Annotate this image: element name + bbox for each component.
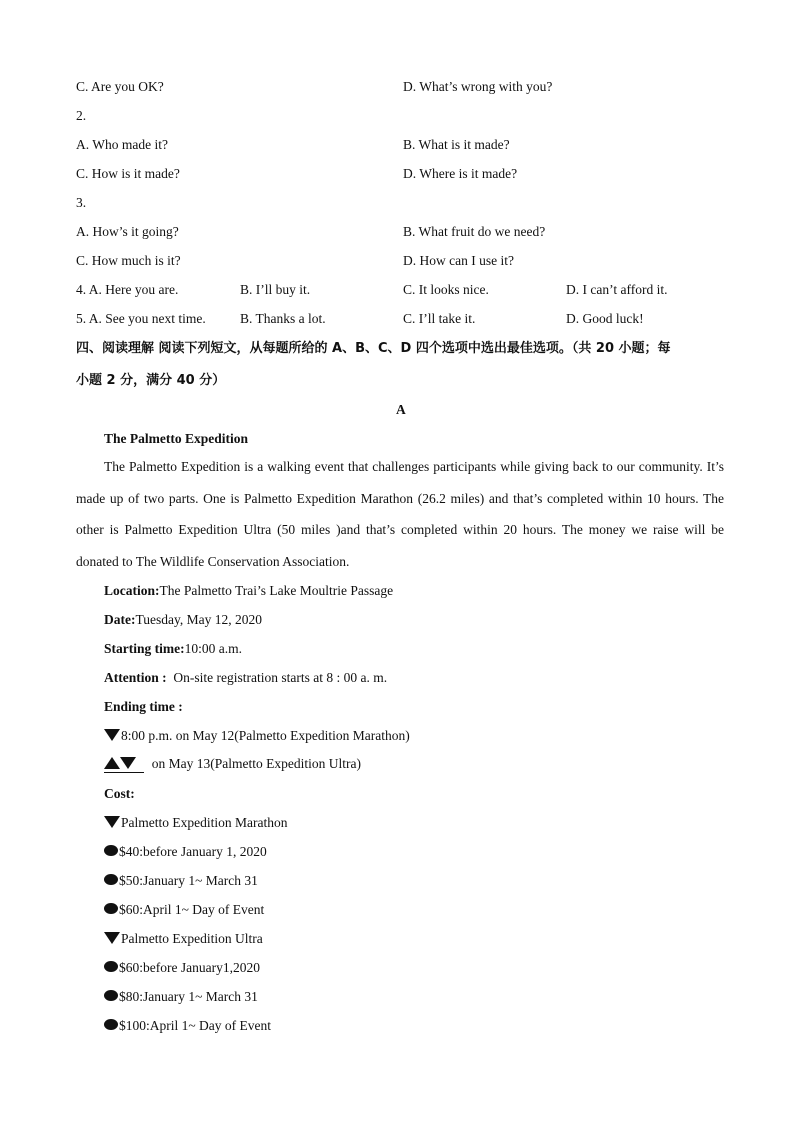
attention-label: Attention :	[104, 670, 167, 685]
starting-time-line	[104, 642, 242, 656]
cost-label: Cost:	[104, 786, 135, 801]
marathon-cost-title: Palmetto Expedition Marathon	[121, 815, 288, 830]
q1-option-d: D. What’s wrong with you?	[403, 79, 553, 94]
down-triangle-icon	[104, 729, 120, 741]
passage-body: The Palmetto Expedition is a walking event that challenges participants while giving back to our community. It’s made up of two parts. One is Palmetto Expedition Marathon (26.2 miles) and that’s completed within 10 hours. The other is Palmetto Expedition Ultra (50 miles )and that’s completed within 20 hours. The money we raise will be donated to The Wildlife Conservation Association.	[76, 459, 724, 569]
q1-option-c: C. Are you OK?	[76, 79, 164, 94]
passage-letter: A	[396, 402, 406, 417]
ultra-price-text: $80:January 1~ March 31	[119, 989, 258, 1004]
bullet-dot-icon	[104, 1019, 118, 1030]
marathon-cost-heading	[104, 816, 287, 830]
q5-option-c: C. I’ll take it.	[403, 311, 476, 326]
down-triangle-icon	[104, 816, 120, 828]
bullet-dot-icon	[104, 990, 118, 1001]
section-heading-line1: 四、阅读理解 阅读下列短文，从每题所给的 A、B、C、D 四个选项中选出最佳选项。（共 20 小题；每	[76, 341, 671, 356]
q3-option-a: A. How’s it going?	[76, 224, 179, 239]
q3-option-c: C. How much is it?	[76, 253, 181, 268]
date-label: Date:	[104, 612, 136, 627]
q2-number: 2.	[76, 108, 87, 123]
bullet-dot-icon	[104, 903, 118, 914]
location-line	[104, 584, 393, 598]
bullet-dot-icon	[104, 961, 118, 972]
starting-time-value: 10:00 a.m.	[184, 641, 242, 656]
ultra-price-text: $100:April 1~ Day of Event	[119, 1018, 272, 1033]
ultra-price-text: $60:before January1,2020	[119, 960, 260, 975]
marathon-price-item	[104, 845, 267, 859]
ending-ultra-line	[104, 757, 361, 773]
q2-option-d: D. Where is it made?	[403, 166, 518, 181]
marathon-price-text: $40:before January 1, 2020	[119, 844, 267, 859]
location-value: The Palmetto Trai’s Lake Moultrie Passage	[159, 583, 394, 598]
bullet-dot-icon	[104, 874, 118, 885]
q4-option-d: D. I can’t afford it.	[566, 282, 668, 297]
down-triangle-icon	[120, 757, 136, 769]
date-value: Tuesday, May 12, 2020	[135, 612, 262, 627]
q3-option-d: D. How can I use it?	[403, 253, 514, 268]
up-triangle-icon	[104, 757, 120, 769]
ultra-cost-title: Palmetto Expedition Ultra	[121, 931, 263, 946]
ultra-price-item	[104, 961, 260, 975]
ending-time-label: Ending time :	[104, 699, 183, 714]
q2-option-a: A. Who made it?	[76, 137, 168, 152]
q4-option-c: C. It looks nice.	[403, 282, 489, 297]
q2-option-c: C. How is it made?	[76, 166, 180, 181]
marathon-price-text: $60:April 1~ Day of Event	[119, 902, 265, 917]
q3-number: 3.	[76, 195, 87, 210]
passage-title: The Palmetto Expedition	[104, 431, 248, 446]
starting-time-label: Starting time:	[104, 641, 185, 656]
bullet-dot-icon	[104, 845, 118, 856]
ending-marathon-line	[104, 729, 410, 743]
q5-option-d: D. Good luck!	[566, 311, 644, 326]
ending-marathon-text: 8:00 p.m. on May 12(Palmetto Expedition Marathon)	[121, 728, 410, 743]
attention-value: On-site registration starts at 8 : 00 a. m.	[173, 670, 388, 685]
q4-option-b: B. I’ll buy it.	[240, 282, 311, 297]
marathon-price-text: $50:January 1~ March 31	[119, 873, 258, 888]
q5-option-b: B. Thanks a lot.	[240, 311, 326, 326]
ending-ultra-text: on May 13(Palmetto Expedition Ultra)	[151, 756, 361, 771]
section-heading-line2: 小题 2 分，满分 40 分）	[76, 373, 226, 388]
location-label: Location:	[104, 583, 160, 598]
q5-option-a: 5. A. See you next time.	[76, 311, 206, 326]
triangle-pair-icon	[104, 757, 144, 773]
marathon-price-item	[104, 903, 264, 917]
q2-option-b: B. What is it made?	[403, 137, 510, 152]
ultra-price-item	[104, 990, 258, 1004]
date-line	[104, 613, 262, 627]
attention-line	[104, 671, 387, 685]
ultra-cost-heading	[104, 932, 263, 946]
down-triangle-icon	[104, 932, 120, 944]
ultra-price-item	[104, 1019, 271, 1033]
marathon-price-item	[104, 874, 258, 888]
q4-option-a: 4. A. Here you are.	[76, 282, 179, 297]
q3-option-b: B. What fruit do we need?	[403, 224, 546, 239]
